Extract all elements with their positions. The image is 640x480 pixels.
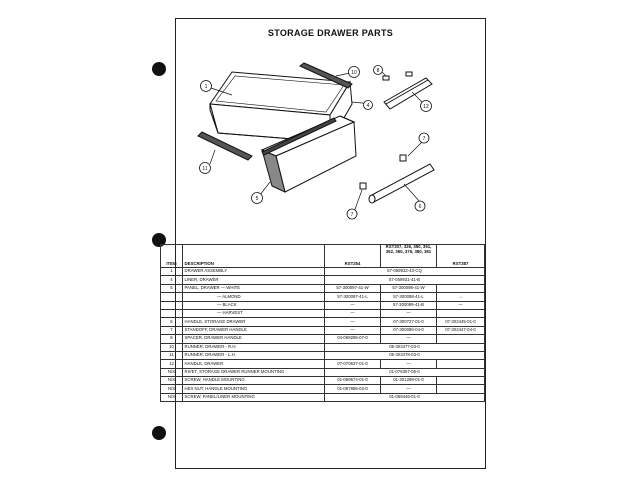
table-row [161,377,485,385]
table-cell-description: RUNNER, DRAWER - L.H. [183,351,325,359]
table-cell-part-number: 57-300098-41-W [381,284,437,292]
handle-storage-drawer-drawing [369,164,434,203]
table-row [161,268,485,276]
header-description: DESCRIPTION [183,245,325,268]
table-cell-part-number: 57-300099-41-B [381,301,437,309]
table-row [161,335,485,343]
table-cell-description: SCREW, PANEL/LINER MOUNTING [183,393,325,401]
table-cell-item: 8 [161,335,183,343]
table-row [161,393,485,401]
callout-7-upper: 7 [422,136,426,142]
table-cell-part-number: 57-059931-41-B [325,276,485,284]
table-cell-part-number: — [325,301,381,309]
table-cell-part-number: — [381,385,437,393]
table-cell-part-number [437,309,485,317]
callout-5: 5 [255,196,259,202]
table-cell-description: LINER, DRAWER [183,276,325,284]
table-cell-item [161,301,183,309]
table-cell-description: RIVET, STORAGE DRAWER RUNNER MOUNTING [183,368,325,376]
table-cell-item: 4 [161,276,183,284]
callout-7-lower: 7 [350,212,354,218]
table-cell-part-number: — [325,326,381,334]
header-models: RST307, 326, 350, 351, 352, 360, 376, 380, 381 [381,245,437,268]
table-cell-description: DRAWER ASSEMBLY [183,268,325,276]
parts-table-header [161,245,485,268]
table-cell-part-number: → [437,293,485,301]
table-cell-part-number [437,385,485,393]
table-cell-part-number: 05-303477-03-0 [325,343,485,351]
parts-table [160,244,485,402]
table-cell-part-number: 07-302447-04-0 [437,326,485,334]
header-rst387: RST387 [437,245,485,268]
table-cell-part-number: — [381,360,437,368]
table-cell-part-number: 57-300097-41-W [325,284,381,292]
table-row [161,385,485,393]
table-cell-part-number: 57-059932-43-CQ [325,268,485,276]
table-cell-part-number: 01-069574-01-0 [325,377,381,385]
table-cell-part-number: 01-069446-01-0 [325,393,485,401]
spacer-drawing [383,72,412,80]
table-cell-part-number: 07-300727-01-0 [381,318,437,326]
table-row [161,284,485,292]
table-cell-description: SPACER, DRAWER HANDLE [183,335,325,343]
table-row [161,309,485,317]
header-rst254: RST254 [325,245,381,268]
table-cell-part-number [437,360,485,368]
table-cell-part-number: — [325,318,381,326]
callout-11: 11 [202,166,208,172]
runner-lh-drawing [198,132,252,160]
table-cell-item: 1 [161,268,183,276]
table-row [161,293,485,301]
table-cell-item [161,293,183,301]
table-cell-item: 10 [161,343,183,351]
table-cell-item: 6 [161,318,183,326]
table-cell-item: 5 [161,284,183,292]
table-cell-item: N/S [161,368,183,376]
table-cell-part-number: 01-301298-01-0 [381,377,437,385]
table-cell-part-number: — [381,335,437,343]
table-cell-description: HANDLE, STORAGE DRAWER [183,318,325,326]
table-cell-item: 12 [161,360,183,368]
table-cell-item [161,309,183,317]
table-row [161,351,485,359]
table-cell-item: N/S [161,393,183,401]
table-row [161,360,485,368]
table-cell-item: N/S [161,377,183,385]
table-cell-description: — BLACK [183,301,325,309]
callout-4: 4 [366,103,370,109]
table-cell-description: HEX NUT, HANDLE MOUNTING [183,385,325,393]
table-row [161,276,485,284]
table-cell-part-number: 05-303478-03-0 [325,351,485,359]
table-cell-item: N/S [161,385,183,393]
table-cell-part-number: 07-302445-01-0 [437,318,485,326]
table-cell-part-number [437,335,485,343]
table-cell-item: 7 [161,326,183,334]
page-title: STORAGE DRAWER PARTS [267,28,394,38]
table-cell-description: HANDLE, DRAWER [183,360,325,368]
table-cell-part-number: 07-300080-04-0 [381,326,437,334]
table-cell-part-number: — [381,309,437,317]
table-cell-part-number: 57-300097-41-L [325,293,381,301]
table-cell-part-number: 57-300098-41-L [381,293,437,301]
table-cell-part-number: 01-076357-05-0 [325,368,485,376]
table-cell-part-number: 07-070637-01-0 [325,360,381,368]
parts-table-body [161,268,485,402]
table-row [161,343,485,351]
table-row [161,301,485,309]
table-cell-part-number: — [325,309,381,317]
table-row [161,318,485,326]
table-cell-part-number [437,284,485,292]
table-cell-description: PANEL, DRAWER — WHITE [183,284,325,292]
header-item: ITEM [161,245,183,268]
table-cell-description: STANDOFF, DRAWER HANDLE [183,326,325,334]
callout-1: 1 [204,84,208,90]
table-cell-description: — ALMOND [183,293,325,301]
table-row [161,326,485,334]
callout-8: 8 [376,68,380,74]
table-row [161,368,485,376]
table-cell-description: — HARVEST [183,309,325,317]
callout-10: 10 [351,70,357,76]
table-cell-item: 11 [161,351,183,359]
table-cell-description: SCREW, HANDLE MOUNTING [183,377,325,385]
table-cell-description: RUNNER, DRAWER - R.H. [183,343,325,351]
table-cell-part-number [437,377,485,385]
table-cell-part-number: 01-097886-02-0 [325,385,381,393]
table-cell-part-number: 04-068285-07-0 [325,335,381,343]
callout-12: 12 [423,104,429,110]
callout-6: 6 [418,204,422,210]
table-cell-part-number: — [437,301,485,309]
